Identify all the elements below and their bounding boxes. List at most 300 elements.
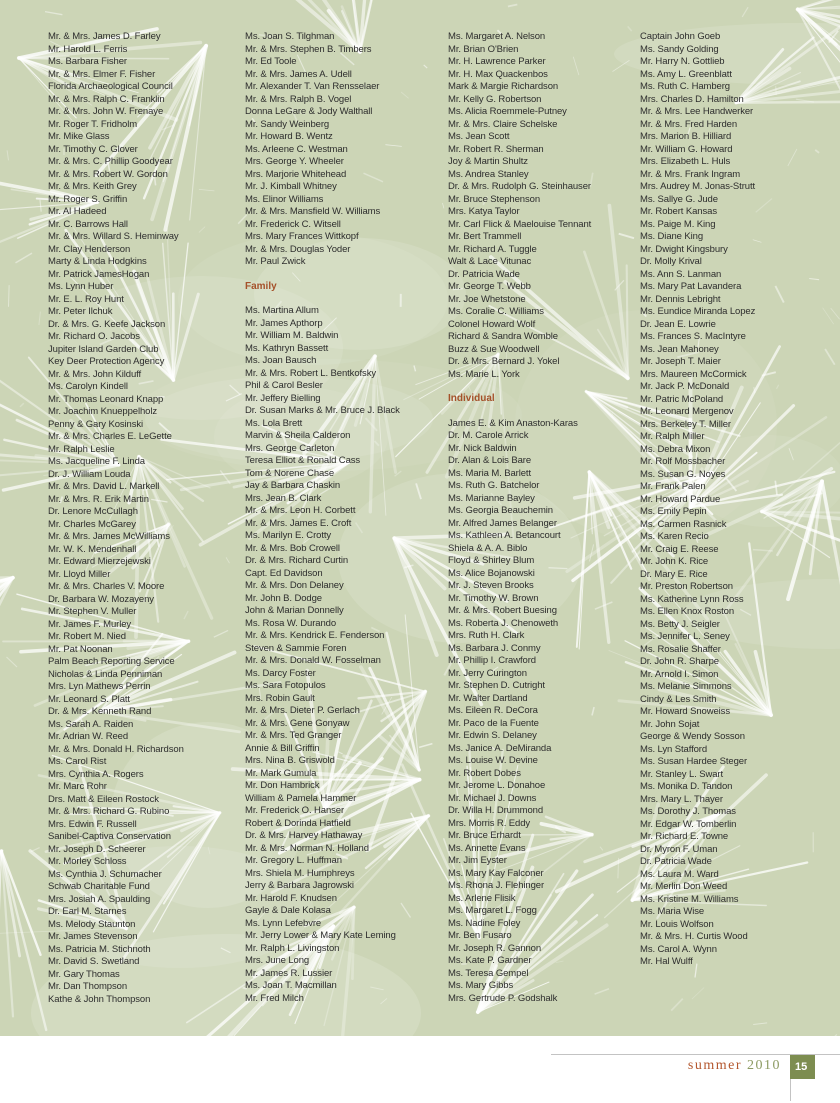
donor-name: Ms. Rhona J. Flehinger xyxy=(448,880,545,891)
donor-name: Mrs. Katya Taylor xyxy=(448,206,520,217)
donor-name: Mr. Sandy Weinberg xyxy=(245,118,330,130)
donor-name: William & Pamela Hammer xyxy=(245,792,357,804)
donor-name: Ms. Marilyn E. Crotty xyxy=(245,530,332,541)
donor-name: Ms. Ruth C. Hamberg xyxy=(640,81,730,92)
donor-name: Mr. & Mrs. Frank Ingram xyxy=(640,168,741,180)
donor-name: Tom & Norene Chase xyxy=(245,467,335,479)
donor-name: Ms. Darcy Foster xyxy=(245,667,316,679)
donor-name: Mr. & Mrs. Kendrick E. Fenderson xyxy=(245,630,385,641)
donor-name: Ms. Laura M. Ward xyxy=(640,868,719,880)
donor-name: Ms. Andrea Stanley xyxy=(448,168,529,180)
donor-name: Ms. Barbara J. Conmy xyxy=(448,642,541,654)
donor-name: Mr. Clay Henderson xyxy=(48,243,131,255)
donor-name: Dr. Patricia Wade xyxy=(448,268,520,280)
donor-name: Dr. Molly Krival xyxy=(640,256,702,267)
donor-name: Florida Archaeological Council xyxy=(48,81,173,92)
donor-name: Mr. Edgar W. Tomberlin xyxy=(640,818,737,830)
donor-name: Dr. Mary E. Rice xyxy=(640,568,708,580)
donor-name: Ms. Dorothy J. Thomas xyxy=(640,806,736,817)
donor-name: Mr. Paul Zwick xyxy=(245,256,306,267)
donor-name: Mr. Joe Whetstone xyxy=(448,293,526,305)
donor-name: Ms. Melody Staunton xyxy=(48,918,136,930)
donor-name: Mr. & Mrs. Don Delaney xyxy=(245,580,344,591)
donor-name: Mr. & Mrs. Fred Harden xyxy=(640,118,738,130)
donor-name: Mr. Frederick C. Witsell xyxy=(245,218,341,230)
donor-name: Mr. & Mrs. Gene Gonyaw xyxy=(245,717,350,729)
donor-name: Ms. Lyn Stafford xyxy=(640,743,708,755)
donor-name: Ms. Diane King xyxy=(640,231,704,242)
donor-name: Mr. James R. Lussier xyxy=(245,967,333,979)
donor-name: Mrs. Marjorie Whitehead xyxy=(245,168,347,180)
donor-name: Mr. Louis Wolfson xyxy=(640,918,714,930)
donor-name: Mr. J. Kimball Whitney xyxy=(245,181,337,192)
donor-name: Ms. Rosalie Shaffer xyxy=(640,643,721,655)
donor-name: Dr. Barbara W. Mozayeny xyxy=(48,593,154,605)
donor-name: Mr. & Mrs. Mansfield W. Williams xyxy=(245,206,381,217)
donor-name: Mark & Margie Richardson xyxy=(448,81,559,92)
donor-name: Mr. Alexander T. Van Rensselaer xyxy=(245,81,380,92)
donor-name: Annie & Bill Griffin xyxy=(245,742,320,754)
donor-name: Ms. Joan Bausch xyxy=(245,355,317,366)
donor-column-4 xyxy=(640,31,840,969)
donor-name: Mr. Harry N. Gottlieb xyxy=(640,56,725,67)
donor-name: Ms. Melanie Simmons xyxy=(640,681,732,692)
donor-name: Ms. Debra Mixon xyxy=(640,443,711,455)
donor-name: Mr. & Mrs. Douglas Yoder xyxy=(245,243,351,255)
donor-name: Robert & Dorinda Hatfield xyxy=(245,817,351,829)
donor-name: Ms. Coralie C. Williams xyxy=(448,306,544,317)
donor-name: Ms. Mary Kay Falconer xyxy=(448,867,544,879)
section-heading: Family xyxy=(245,280,277,292)
donor-name: Mrs. Audrey M. Jonas-Strutt xyxy=(640,181,756,192)
donor-name: Mr. & Mrs. R. Erik Martin xyxy=(48,493,149,505)
donor-name: Ms. Jean Scott xyxy=(448,131,510,142)
donor-name: Mr. Gary Thomas xyxy=(48,968,120,980)
donor-name: Mr. & Mrs. Elmer F. Fisher xyxy=(48,68,156,80)
donor-name: Mr. Richard E. Towne xyxy=(640,831,729,842)
donor-name: Mr. & Mrs. Ralph C. Franklin xyxy=(48,93,165,105)
donor-name: Mr. James Stevenson xyxy=(48,931,138,942)
donor-name: Mrs. Cynthia A. Rogers xyxy=(48,768,144,780)
donor-name: Capt. Ed Davidson xyxy=(245,567,323,579)
donor-name: Mr. Harold L. Ferris xyxy=(48,43,128,55)
donor-name: Ms. Sandy Golding xyxy=(640,43,719,55)
donor-name: Ms. Ellen Knox Roston xyxy=(640,606,734,617)
donor-name: Kathe & John Thompson xyxy=(48,993,151,1005)
donor-name: Mr. Stanley L. Swart xyxy=(640,768,724,780)
donor-name: Dr. Susan Marks & Mr. Bruce J. Black xyxy=(245,405,400,416)
donor-name: Ms. Sara Fotopulos xyxy=(245,680,326,691)
donor-name: Dr. Myron F. Uman xyxy=(640,843,718,855)
donor-name: Mr. Adrian W. Reed xyxy=(48,731,129,742)
donor-name: Mr. Arnold I. Simon xyxy=(640,668,719,680)
donor-name: Ms. Georgia Beauchemin xyxy=(448,505,553,516)
donor-name: Captain John Goeb xyxy=(640,31,721,42)
donor-name: Mr. Joseph D. Scheerer xyxy=(48,843,146,855)
donor-name: Ms. Lynn Huber xyxy=(48,281,114,292)
donor-name: Mr. Jerome L. Donahoe xyxy=(448,780,546,791)
donor-name: Donna LeGare & Jody Walthall xyxy=(245,106,373,117)
donor-name: Ms. Eileen R. DeCora xyxy=(448,705,538,716)
donor-name: Walt & Lace Vitunac xyxy=(448,256,532,267)
donor-name: Mr. & Mrs. James A. Udell xyxy=(245,68,352,80)
donor-name: Ms. Maria M. Barlett xyxy=(448,467,531,479)
donor-name: Mr. Al Hadeed xyxy=(48,206,107,217)
donor-name: Ms. Teresa Gempel xyxy=(448,967,529,979)
donor-name: Penny & Gary Kosinski xyxy=(48,418,144,430)
issue-label xyxy=(500,1058,781,1074)
donor-name: Mr. Robert Kansas xyxy=(640,206,717,217)
donor-name: Ms. Mary Gibbs xyxy=(448,980,514,991)
donor-name: Mr. & Mrs. John W. Frenaye xyxy=(48,106,164,117)
donor-name: Mrs. Edwin F. Russell xyxy=(48,818,137,830)
donor-name: Mrs. Morris R. Eddy xyxy=(448,817,531,829)
donor-name: Mr. Preston Robertson xyxy=(640,581,733,592)
donor-name: Ms. Louise W. Devine xyxy=(448,755,538,766)
donor-name: Mr. Joseph R. Gannon xyxy=(448,942,542,954)
donor-name: Mr. & Mrs. Stephen B. Timbers xyxy=(245,43,372,55)
donor-name: Ms. Kathleen A. Betancourt xyxy=(448,530,561,541)
donor-name: Mr. Ben Fusaro xyxy=(448,930,512,941)
donor-name: Jerry & Barbara Jagrowski xyxy=(245,880,354,891)
donor-name: Mr. & Mrs. Leon H. Corbett xyxy=(245,505,356,516)
donor-name: Dr. & Mrs. Richard Curtin xyxy=(245,555,349,566)
donor-name: Mr. Leonard S. Platt xyxy=(48,693,130,705)
donor-name: Ms. Alice Bojanowski xyxy=(448,567,535,579)
donor-name: Ms. Patricia M. Stichnoth xyxy=(48,943,151,955)
donor-name: Mr. & Mrs. James McWilliams xyxy=(48,531,170,542)
donor-name: Mr. Ralph Leslie xyxy=(48,443,115,455)
donor-name: Mr. Nick Baldwin xyxy=(448,442,517,454)
donor-name: Mrs. Robin Gault xyxy=(245,692,315,704)
donor-name: Mr. Leonard Mergenov xyxy=(640,406,734,417)
donor-name: Mr. Howard Pardue xyxy=(640,493,721,505)
donor-name: Mr. Rolf Mossbacher xyxy=(640,456,726,467)
donor-name: Mr. Richard O. Jacobs xyxy=(48,331,140,342)
donor-name: John & Marian Donnelly xyxy=(245,605,344,616)
donor-column-3 xyxy=(448,31,648,1005)
donor-name: Ms. Marianne Bayley xyxy=(448,492,535,504)
donor-name: Mr. & Mrs. Donald W. Fosselman xyxy=(245,655,381,666)
donor-name: Key Deer Protection Agency xyxy=(48,356,165,367)
donor-name: Ms. Roberta J. Chenoweth xyxy=(448,617,559,629)
donor-name: Ms. Joan T. Macmillan xyxy=(245,980,337,991)
donor-name: Mr. & Mrs. James E. Croft xyxy=(245,517,352,529)
donor-name: Mr. Stephen D. Cutright xyxy=(448,680,545,691)
donor-name: Nicholas & Linda Penniman xyxy=(48,668,163,680)
donor-name: Ms. Kate P. Gardner xyxy=(448,955,532,966)
donor-name: Ms. Lola Brett xyxy=(245,417,303,429)
donor-name: James E. & Kim Anaston-Karas xyxy=(448,417,578,429)
donor-name: Ms. Frances S. MacIntyre xyxy=(640,331,746,342)
donor-name: Mr. & Mrs. Keith Grey xyxy=(48,181,137,192)
donor-name: Mr. Bruce Erhardt xyxy=(448,830,521,841)
donor-name: Ms. Sallye G. Jude xyxy=(640,193,718,205)
donor-name: Mr. & Mrs. Ralph B. Vogel xyxy=(245,93,352,105)
donor-name: Mr. & Mrs. Donald H. Richardson xyxy=(48,743,184,755)
donor-name: Mrs. Ruth H. Clark xyxy=(448,630,525,641)
donor-name: Mr. Edwin S. Delaney xyxy=(448,730,537,741)
donor-name: Mr. Jeffery Bielling xyxy=(245,392,321,404)
donor-name: Mr. John K. Rice xyxy=(640,556,709,567)
donor-name: Floyd & Shirley Blum xyxy=(448,555,535,566)
donor-name: Mrs. Elizabeth L. Huls xyxy=(640,156,731,167)
donor-name: Mrs. Mary Frances Wittkopf xyxy=(245,231,359,242)
donor-name: Mr. & Mrs. Robert W. Gordon xyxy=(48,168,168,180)
donor-name: Dr. & Mrs. G. Keefe Jackson xyxy=(48,318,166,330)
donor-name: Mr. Carl Flick & Maelouise Tennant xyxy=(448,218,592,230)
donor-name: Mr. & Mrs. James D. Farley xyxy=(48,31,161,42)
donor-name: Ms. Barbara Fisher xyxy=(48,56,127,67)
donor-name: Mr. Bruce Stephenson xyxy=(448,193,540,205)
donor-name: Mr. & Mrs. Richard G. Rubino xyxy=(48,806,170,817)
donor-name: Ms. Maria Wise xyxy=(640,906,705,917)
donor-column-2 xyxy=(245,31,445,1005)
donor-name: Mr. Marc Rohr xyxy=(48,781,107,792)
donor-name: Ms. Martina Allum xyxy=(245,305,319,316)
donor-name: Richard & Sandra Womble xyxy=(448,331,558,342)
donor-name: Mr. Craig E. Reese xyxy=(640,543,719,555)
donor-name: Mrs. Gertrude P. Godshalk xyxy=(448,992,558,1004)
donor-name: Ms. Ann S. Lanman xyxy=(640,268,722,280)
donor-name: Mr. Gregory L. Huffman xyxy=(245,855,342,866)
donor-name: Mr. Walter Dartland xyxy=(448,692,528,704)
donor-name: Mr. Timothy W. Brown xyxy=(448,592,539,604)
donor-name: Mr. & Mrs. Claire Schelske xyxy=(448,118,558,130)
donor-name: Dr. Alan & Lois Bare xyxy=(448,455,532,466)
donor-name: Mr. Joseph T. Maier xyxy=(640,356,721,367)
donor-name: Mr. Don Hambrick xyxy=(245,780,320,791)
donor-name: Mr. Stephen V. Muller xyxy=(48,606,137,617)
donor-name: Ms. Annette Evans xyxy=(448,842,526,854)
donor-name: Ms. Carol Rist xyxy=(48,756,107,767)
donor-name: Mr. Jack P. McDonald xyxy=(640,381,730,392)
donor-name: Ms. Carolyn Kindell xyxy=(48,381,128,392)
donor-name: Mr. Ralph L. Livingston xyxy=(245,942,340,954)
donor-name: Ms. Monika D. Tandon xyxy=(640,781,733,792)
donor-name: Dr. M. Carole Arrick xyxy=(448,430,529,441)
donor-name: Mr. & Mrs. Dieter P. Gerlach xyxy=(245,705,360,716)
donor-name: Marvin & Sheila Calderon xyxy=(245,430,351,441)
donor-name: Mr. David S. Swetland xyxy=(48,956,140,967)
donor-name: Ms. Susan G. Noyes xyxy=(640,468,726,480)
donor-name: Mr. Dan Thompson xyxy=(48,981,128,992)
donor-name: Mr. E. L. Roy Hunt xyxy=(48,293,124,305)
donor-name: Mr. Timothy C. Glover xyxy=(48,143,138,155)
donor-name: Mr. Pat Noonan xyxy=(48,643,113,655)
donor-name: Mr. H. Lawrence Parker xyxy=(448,56,546,67)
donor-name: Mr. Dennis Lebright xyxy=(640,293,721,305)
donor-name: Mrs. Charles D. Hamilton xyxy=(640,93,744,105)
donor-name: Mrs. June Long xyxy=(245,955,310,966)
donor-name: Ms. Mary Pat Lavandera xyxy=(640,281,742,292)
issue-year: 2010 xyxy=(747,1058,781,1073)
donor-name: Dr. & Mrs. Rudolph G. Steinhauser xyxy=(448,181,591,192)
donor-name: Dr. Lenore McCullagh xyxy=(48,506,138,517)
donor-name: Dr. & Mrs. Kenneth Rand xyxy=(48,706,152,717)
donor-name: Ms. Susan Hardee Steger xyxy=(640,756,748,767)
donor-name: Mr. William G. Howard xyxy=(640,143,733,155)
donor-name: Mr. Fred Milch xyxy=(245,992,304,1004)
donor-name: Mr. Robert R. Sherman xyxy=(448,143,544,155)
donor-name: Jay & Barbara Chaskin xyxy=(245,480,341,491)
donor-name: Mrs. George Carleton xyxy=(245,442,335,454)
donor-name: Ms. Amy L. Greenblatt xyxy=(640,68,732,80)
donor-name: Gayle & Dale Kolasa xyxy=(245,905,331,916)
donor-name: Steven & Sammie Foren xyxy=(245,642,347,654)
donor-column-1 xyxy=(48,31,248,1006)
donor-name: Ms. Sarah A. Raiden xyxy=(48,718,134,730)
donor-name: Ms. Jacqueline F. Linda xyxy=(48,456,145,467)
donor-name: Palm Beach Reporting Service xyxy=(48,656,175,667)
donor-name: Mr. Frederick O. Hanser xyxy=(245,805,345,816)
donor-name: Mr. & Mrs. C. Phillip Goodyear xyxy=(48,156,173,167)
donor-name: Mr. & Mrs. Ted Granger xyxy=(245,730,342,741)
donor-name: Mr. & Mrs. David L. Markell xyxy=(48,481,160,492)
donor-name: Mr. J. Steven Brooks xyxy=(448,580,534,591)
donor-name: George & Wendy Sosson xyxy=(640,731,745,742)
donor-name: Mr. Joachim Knueppelholz xyxy=(48,406,158,417)
donor-name: Ms. Katherine Lynn Ross xyxy=(640,593,744,605)
footer-vertical-rule xyxy=(790,1079,791,1101)
donor-name: Dr. Earl M. Starnes xyxy=(48,906,127,917)
donor-name: Mr. Jerry Lower & Mary Kate Leming xyxy=(245,930,396,941)
donor-name: Mrs. Nina B. Griswold xyxy=(245,755,335,766)
donor-name: Ms. Cynthia J. Schumacher xyxy=(48,868,162,880)
donor-name: Ms. Jennifer L. Seney xyxy=(640,631,730,642)
donor-name: Mr. Paco de la Fuente xyxy=(448,717,539,729)
donor-name: Dr. & Mrs. Bernard J. Yokel xyxy=(448,356,560,367)
donor-name: Dr. & Mrs. Harvey Hathaway xyxy=(245,830,363,841)
donor-name: Mr. John Sojat xyxy=(640,718,700,730)
donor-name: Mr. H. Max Quackenbos xyxy=(448,68,548,80)
donor-name: Ms. Carmen Rasnick xyxy=(640,518,727,530)
donor-name: Mrs. George Y. Wheeler xyxy=(245,156,344,167)
donor-name: Ms. Elinor Williams xyxy=(245,193,324,205)
page-number-badge: 15 xyxy=(790,1055,815,1079)
donor-name: Ms. Eundice Miranda Lopez xyxy=(640,306,756,317)
donor-name: Mrs. Mary L. Thayer xyxy=(640,793,723,805)
donor-name: Mr. & Mrs. Charles V. Moore xyxy=(48,581,165,592)
donor-name: Cindy & Les Smith xyxy=(640,693,717,705)
donor-name: Ms. Rosa W. Durando xyxy=(245,617,337,629)
donor-name: Drs. Matt & Eileen Rostock xyxy=(48,793,159,805)
donor-name: Mr. & Mrs. Norman N. Holland xyxy=(245,842,369,854)
donor-name: Ms. Jean Mahoney xyxy=(640,343,719,355)
donor-name: Ms. Arlene Flisik xyxy=(448,892,516,904)
donor-name: Mr. Ed Toole xyxy=(245,56,297,67)
donor-name: Mr. & Mrs. Robert L. Bentkofsky xyxy=(245,367,376,379)
donor-name: Marty & Linda Hodgkins xyxy=(48,256,147,267)
donor-name: Mr. Robert M. Nied xyxy=(48,631,126,642)
donor-name: Mr. John B. Dodge xyxy=(245,592,322,604)
donor-name: Mr. & Mrs. Bob Crowell xyxy=(245,542,340,554)
donor-name: Mr. & Mrs. H. Curtis Wood xyxy=(640,931,748,942)
donor-name: Ms. Emily Pepin xyxy=(640,506,707,517)
donor-name: Mr. Lloyd Miller xyxy=(48,568,111,580)
donor-name: Mrs. Lyn Mathews Perrin xyxy=(48,681,151,692)
donor-name: Ms. Karen Recio xyxy=(640,531,709,542)
donor-name: Mr. Robert Dobes xyxy=(448,767,521,779)
donor-name: Ms. Margaret L. Fogg xyxy=(448,905,537,916)
donor-name: Dr. John R. Sharpe xyxy=(640,656,719,667)
donor-name: Mr. Bert Trammell xyxy=(448,231,522,242)
donor-name: Mr. Brian O'Brien xyxy=(448,43,519,55)
donor-name: Teresa Elliot & Ronald Cass xyxy=(245,455,361,466)
donor-name: Dr. Patricia Wade xyxy=(640,856,712,867)
donor-name: Jupiter Island Garden Club xyxy=(48,343,159,355)
donor-name: Mr. Dwight Kingsbury xyxy=(640,243,728,255)
donor-name: Mrs. Shiela M. Humphreys xyxy=(245,867,355,879)
donor-name: Shiela & A. A. Biblo xyxy=(448,542,528,554)
donor-name: Ms. Paige M. King xyxy=(640,218,716,230)
donor-name: Mr. & Mrs. Charles E. LeGette xyxy=(48,431,172,442)
donor-name: Dr. Jean E. Lowrie xyxy=(640,318,716,330)
donor-name: Ms. Joan S. Tilghman xyxy=(245,31,335,42)
donor-name: Mr. Ralph Miller xyxy=(640,431,705,442)
donor-name: Ms. Lynn Lefebvre xyxy=(245,917,322,929)
donor-name: Mr. Harold F. Knudsen xyxy=(245,892,337,904)
donor-name: Mr. Patric McPoland xyxy=(640,393,724,405)
donor-name: Mr. Jerry Curington xyxy=(448,667,527,679)
donor-name: Mr. Roger S. Griffin xyxy=(48,193,128,205)
donor-name: Mr. Patrick JamesHogan xyxy=(48,268,150,280)
donor-name: Mr. Merlin Don Weed xyxy=(640,881,728,892)
donor-name: Schwab Charitable Fund xyxy=(48,881,150,892)
donor-name: Sanibel-Captiva Conservation xyxy=(48,831,171,842)
donor-name: Buzz & Sue Woodwell xyxy=(448,343,540,355)
donor-name: Ms. Betty J. Seigler xyxy=(640,618,720,630)
donor-name: Ms. Carol A. Wynn xyxy=(640,943,717,955)
donor-name: Ms. Margaret A. Nelson xyxy=(448,31,546,42)
donor-name: Ms. Alicia Roemmele-Putney xyxy=(448,106,567,117)
donor-name: Joy & Martin Shultz xyxy=(448,156,528,167)
donor-name: Mr. C. Barrows Hall xyxy=(48,218,128,230)
donor-name: Mr. George T. Webb xyxy=(448,281,531,292)
issue-season: summer xyxy=(687,1058,742,1073)
donor-name: Mr. Thomas Leonard Knapp xyxy=(48,393,164,405)
donor-name: Ms. Kristine M. Williams xyxy=(640,893,739,905)
donor-name: Mr. & Mrs. Robert Buesing xyxy=(448,605,557,616)
donor-name: Mr. Howard Snoweiss xyxy=(640,706,730,717)
donor-name: Ms. Arleene C. Westman xyxy=(245,143,348,155)
donor-name: Mr. William M. Baldwin xyxy=(245,330,339,341)
donor-name: Mr. & Mrs. Willard S. Heminway xyxy=(48,231,179,242)
donor-name: Mrs. Marion B. Hilliard xyxy=(640,131,732,142)
donor-name: Mr. Mike Glass xyxy=(48,131,110,142)
donor-name: Mr. Frank Palen xyxy=(640,481,706,492)
section-heading: Individual xyxy=(448,393,495,404)
donor-name: Ms. Janice A. DeMiranda xyxy=(448,742,552,754)
donor-name: Mr. Edward Mierzejewski xyxy=(48,556,151,567)
donor-name: Mr. & Mrs. Lee Handwerker xyxy=(640,106,754,117)
donor-name: Mrs. Josiah A. Spaulding xyxy=(48,893,151,905)
donor-name: Mr. Morley Schloss xyxy=(48,856,127,867)
donor-name: Mr. Kelly G. Robertson xyxy=(448,93,542,105)
donor-name: Colonel Howard Wolf xyxy=(448,318,536,330)
donor-name: Mr. Charles McGarey xyxy=(48,518,136,530)
donor-name: Mrs. Jean B. Clark xyxy=(245,492,322,504)
donor-name: Mrs. Maureen McCormick xyxy=(640,368,747,380)
donor-name: Mr. Michael J. Downs xyxy=(448,792,537,804)
donor-name: Mr. Peter Ilchuk xyxy=(48,306,113,317)
donor-name: Ms. Marie L. York xyxy=(448,368,520,380)
donor-name: Mr. Roger T. Fridholm xyxy=(48,118,138,130)
donor-name: Ms. Kathryn Bassett xyxy=(245,342,329,354)
donor-name: Mr. & Mrs. John Kilduff xyxy=(48,368,142,380)
donor-name: Ms. Ruth G. Batchelor xyxy=(448,480,540,491)
donor-name: Mr. Mark Gumula xyxy=(245,767,317,779)
